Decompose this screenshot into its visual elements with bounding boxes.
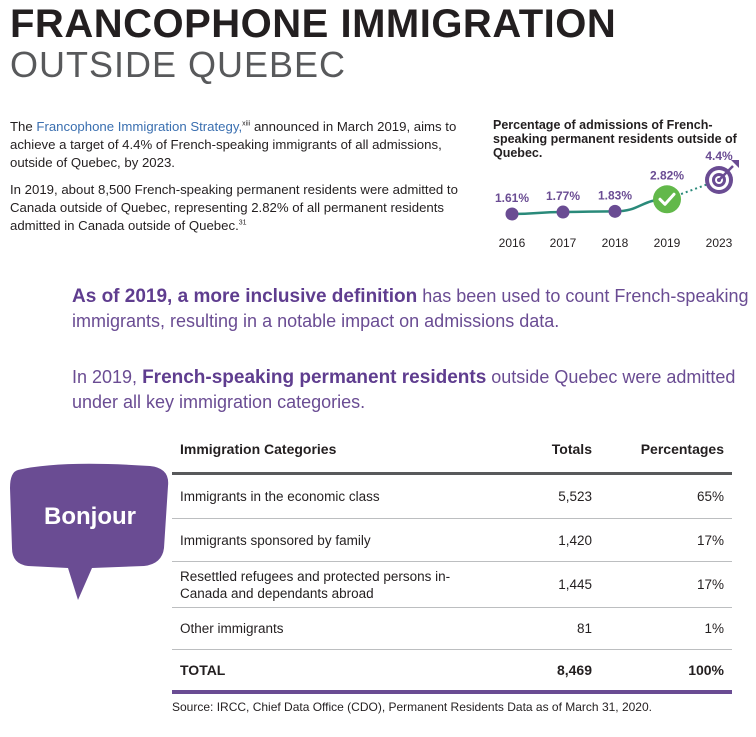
data-label: 1.77% [545, 189, 581, 204]
callout-definition-bold: As of 2019, a more inclusive definition [72, 286, 418, 307]
data-point [609, 205, 622, 218]
callout-categories-after: outside Quebec were admitted under all key immigration categories. [72, 367, 736, 412]
x-tick-label: 2023 [705, 236, 733, 250]
data-label: 1.83% [597, 188, 633, 203]
total-value: 8,469 [556, 662, 592, 678]
row-category: Immigrants in the economic class [180, 489, 380, 504]
row-percentage: 65% [696, 489, 724, 504]
footnote-31: 31 [238, 219, 247, 227]
data-label: 1.61% [494, 191, 530, 205]
page-title: FRANCOPHONE IMMIGRATION [10, 2, 617, 46]
footnote-xiii: xiii [242, 120, 251, 128]
source-note: Source: IRCC, Chief Data Office (CDO), Permanent Residents Data as of March 31, 2020. [172, 700, 652, 714]
data-point [506, 208, 519, 221]
header-categories: Immigration Categories [180, 441, 337, 457]
intro-p1-before: The [10, 119, 37, 134]
check-icon [653, 185, 681, 213]
intro-p2-text: In 2019, about 8,500 French-speaking permanent residents were admitted to Canada outside of Quebec, representing 2.82% of all permanent residents admitted in Canada outside of Quebec. [10, 182, 458, 233]
total-percentage: 100% [688, 662, 724, 678]
row-category: Other immigrants [180, 621, 284, 636]
row-percentage: 17% [696, 532, 724, 548]
series-line [512, 199, 667, 214]
table-row [172, 608, 732, 650]
x-tick-label: 2019 [653, 236, 681, 250]
table-row [172, 562, 732, 608]
row-category: Immigrants sponsored by family [180, 532, 371, 548]
bubble-text: Bonjour [44, 503, 136, 530]
row-total: 5,523 [558, 489, 592, 504]
chart-title: Percentage of admissions of French-speaking permanent residents outside of Quebec. [493, 118, 737, 160]
callout-categories-bold: French-speaking permanent residents [142, 367, 487, 388]
x-tick-label: 2018 [601, 236, 629, 250]
table-row [172, 519, 732, 562]
row-category: Resettled refugees and protected persons in-Canada and dependants abroad [180, 568, 451, 601]
bonjour-speech-bubble [0, 0, 180, 610]
data-label: 4.4% [705, 149, 733, 163]
x-tick-label: 2017 [549, 236, 577, 250]
row-percentage: 1% [704, 621, 724, 636]
total-label: TOTAL [180, 662, 226, 678]
speech-bubble-icon [10, 464, 168, 600]
data-label: 2.82% [649, 168, 685, 183]
callout-definition-rest: has been used to count French-speaking immigrants, resulting in a notable impact on admissions data. [72, 286, 749, 331]
table-row [172, 475, 732, 519]
header-totals: Totals [551, 441, 592, 457]
row-total: 1,420 [558, 532, 592, 548]
row-total: 81 [576, 621, 592, 636]
callout-categories-before: In 2019, [72, 367, 143, 387]
immigration-table [172, 426, 732, 694]
header-percentages: Percentages [640, 441, 724, 457]
intro-p1-after: announced in March 2019, aims to achieve a target of 4.4% of French-speaking immigrants of all admissions, outside of Quebec, by 2023. [10, 119, 457, 170]
row-percentage: 17% [696, 577, 724, 592]
page-subtitle: OUTSIDE QUEBEC [10, 44, 347, 85]
table-header [172, 426, 732, 475]
table-total-row [172, 650, 732, 694]
x-tick-label: 2016 [498, 236, 526, 250]
row-total: 1,445 [558, 577, 592, 592]
data-point [557, 206, 570, 219]
strategy-link[interactable]: Francophone Immigration Strategy, [36, 119, 243, 134]
